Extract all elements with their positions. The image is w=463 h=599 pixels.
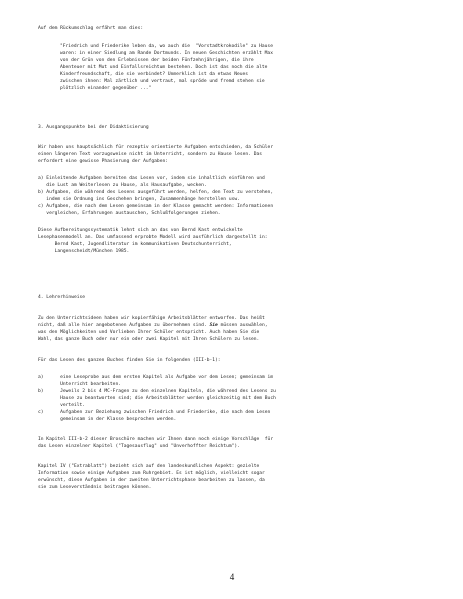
paragraph-line: Wir haben uns hauptsächlich für rezeptiv orientierte Aufgaben entschieden, da Schüler xyxy=(38,145,274,150)
text-segment: müssen auswählen, xyxy=(217,323,268,328)
quote-line: waren: in einer Siedlung am Rande Dortmunds. In neuen Geschichten erzählt Max xyxy=(60,51,273,56)
paragraph-line: Information sowie einige Aufgaben zum Ruhrgebiet. Es ist möglich, vielleicht sogar xyxy=(38,471,265,476)
list-item-c: c) Aufgaben, die nach dem Lesen gemeinsam in der Klasse gemacht werden: Informationen xyxy=(38,204,274,209)
paragraph-line-emphasis xyxy=(38,323,268,330)
list-item-b-cont: Hause zu beantworten sind; die Arbeitsblätter werden gleichzeitig mit dem Buch xyxy=(38,396,276,401)
list-item-a: a) eine Leseprobe aus dem ersten Kapitel als Aufgabe vor dem Lesen; gemeinsam im xyxy=(38,375,274,380)
paragraph-line: In Kapitel III-b-2 dieser Broschüre machen wir Ihnen dann noch einige Vorschläge für xyxy=(38,437,274,442)
intro-line: Auf dem Rückumschlag erfährt man dies: xyxy=(38,26,144,31)
paragraph-line: Zu den Unterrichtsideen haben wir kopierfähige Arbeitsblätter entworfen. Das heißt xyxy=(38,316,265,321)
text-segment: nicht, daß alle hier angebotenen Aufgaben zu übernehmen sind. xyxy=(38,323,210,328)
reference-line: Bernd Kast, Jugendliteratur im kommunikativen Deutschunterricht, xyxy=(38,242,232,247)
list-item-b: b) Aufgaben, die während des Lesens ausgeführt werden, helfen, den Text zu verstehen, xyxy=(38,190,274,195)
reference-line: Langenscheidt/München 1985. xyxy=(38,249,130,254)
paragraph-line: was den Möglichkeiten und Vorlieben Ihrer Schüler entspricht. Auch haben Sie die xyxy=(38,330,260,335)
list-item-c-cont: vergleichen, Erfahrungen austauschen, Schlußfolgerungen ziehen. xyxy=(38,211,221,216)
paragraph-line: Diese Aufbereitungssystematik lehnt sich an das von Bernd Kast entwickelte xyxy=(38,228,243,233)
quote-line: von der Grün von den Erlebnissen der beiden Fünfzehnjährigen, die ihre xyxy=(60,58,254,63)
list-item-a-cont: die Lust am Weiterlesen zu Hause, als Hausaufgabe, wecken. xyxy=(38,183,207,188)
list-item-b: b) Jeweils 2 bis 4 MC-Fragen zu den einzelnen Kapiteln, die während des Lesens zu xyxy=(38,389,276,394)
paragraph-line: Kapitel IV ("Extrablatt") bezieht sich auf den landeskundlichen Aspekt: gezielte xyxy=(38,464,260,469)
quote-line: Kinderfreundschaft, die sie verbindet? Unmerklich ist da etwas Neues xyxy=(60,72,249,77)
paragraph-line: erfordert eine gewisse Phasierung der Aufgaben: xyxy=(38,159,168,164)
emphasis-text: Sie xyxy=(209,323,218,328)
quote-line: "Friedrich und Friederike leben da, wo auch die "Vorstadtkrokodile" zu Hause xyxy=(60,44,273,49)
paragraph-line: erwünscht, diese Aufgaben in der zweiten Unterrichtsphase bearbeiten zu lassen, da xyxy=(38,478,265,483)
paragraph-line: Wahl, das ganze Buch oder nur ein oder zwei Kapitel mit Ihren Schülern zu lesen. xyxy=(38,337,260,342)
paragraph-line: sie zum Leseverständnis beitragen können. xyxy=(38,485,152,490)
paragraph-line: Für das Lesen des ganzen Buches finden Sie in folgenden (III-b-1): xyxy=(38,358,221,363)
list-item-c-cont: gemeinsam in der Klasse besprochen werden. xyxy=(38,417,177,422)
list-item-a: a) Einleitende Aufgaben bereiten das Lesen vor, indem sie inhaltlich einführen und xyxy=(38,176,265,181)
section-3-heading: 3. Ausgangspunkte bei der Didaktisierung xyxy=(38,125,149,130)
paragraph-line: einen längeren Text vorzugsweise nicht im Unterricht, sondern zu Hause lesen. Das xyxy=(38,152,263,157)
paragraph-line: Lesephasenmodell an. Das umfassend erprobte Modell wird ausführlich dargestellt in: xyxy=(38,235,268,240)
list-item-c: c) Aufgaben zur Beziehung zwischen Friedrich und Friederike, die nach dem Lesen xyxy=(38,410,271,415)
quote-line: zwischen ihnen: Mal zärtlich und vertraut, mal spröde und fremd stehen sie xyxy=(60,79,265,84)
quote-line: plötzlich einander gegenüber ..." xyxy=(60,86,152,91)
paragraph-line: das Lesen einzelner Kapitel ("Tagesausflug" und "Unverhoffter Reichtum"). xyxy=(38,444,240,449)
list-item-b-cont: indem sie Ordnung ins Geschehen bringen, Zusammenhänge herstellen usw. xyxy=(38,197,240,202)
page-number: 4 xyxy=(229,572,235,582)
list-item-b-cont: verteilt. xyxy=(38,403,86,408)
quote-line: Abenteuer mit Mut und Einfallsreichtum bestehen. Doch ist das noch die alte xyxy=(60,65,268,70)
list-item-a-cont: Unterricht bearbeiten. xyxy=(38,382,121,387)
section-4-heading: 4. Lehrerhinweise xyxy=(38,295,86,300)
